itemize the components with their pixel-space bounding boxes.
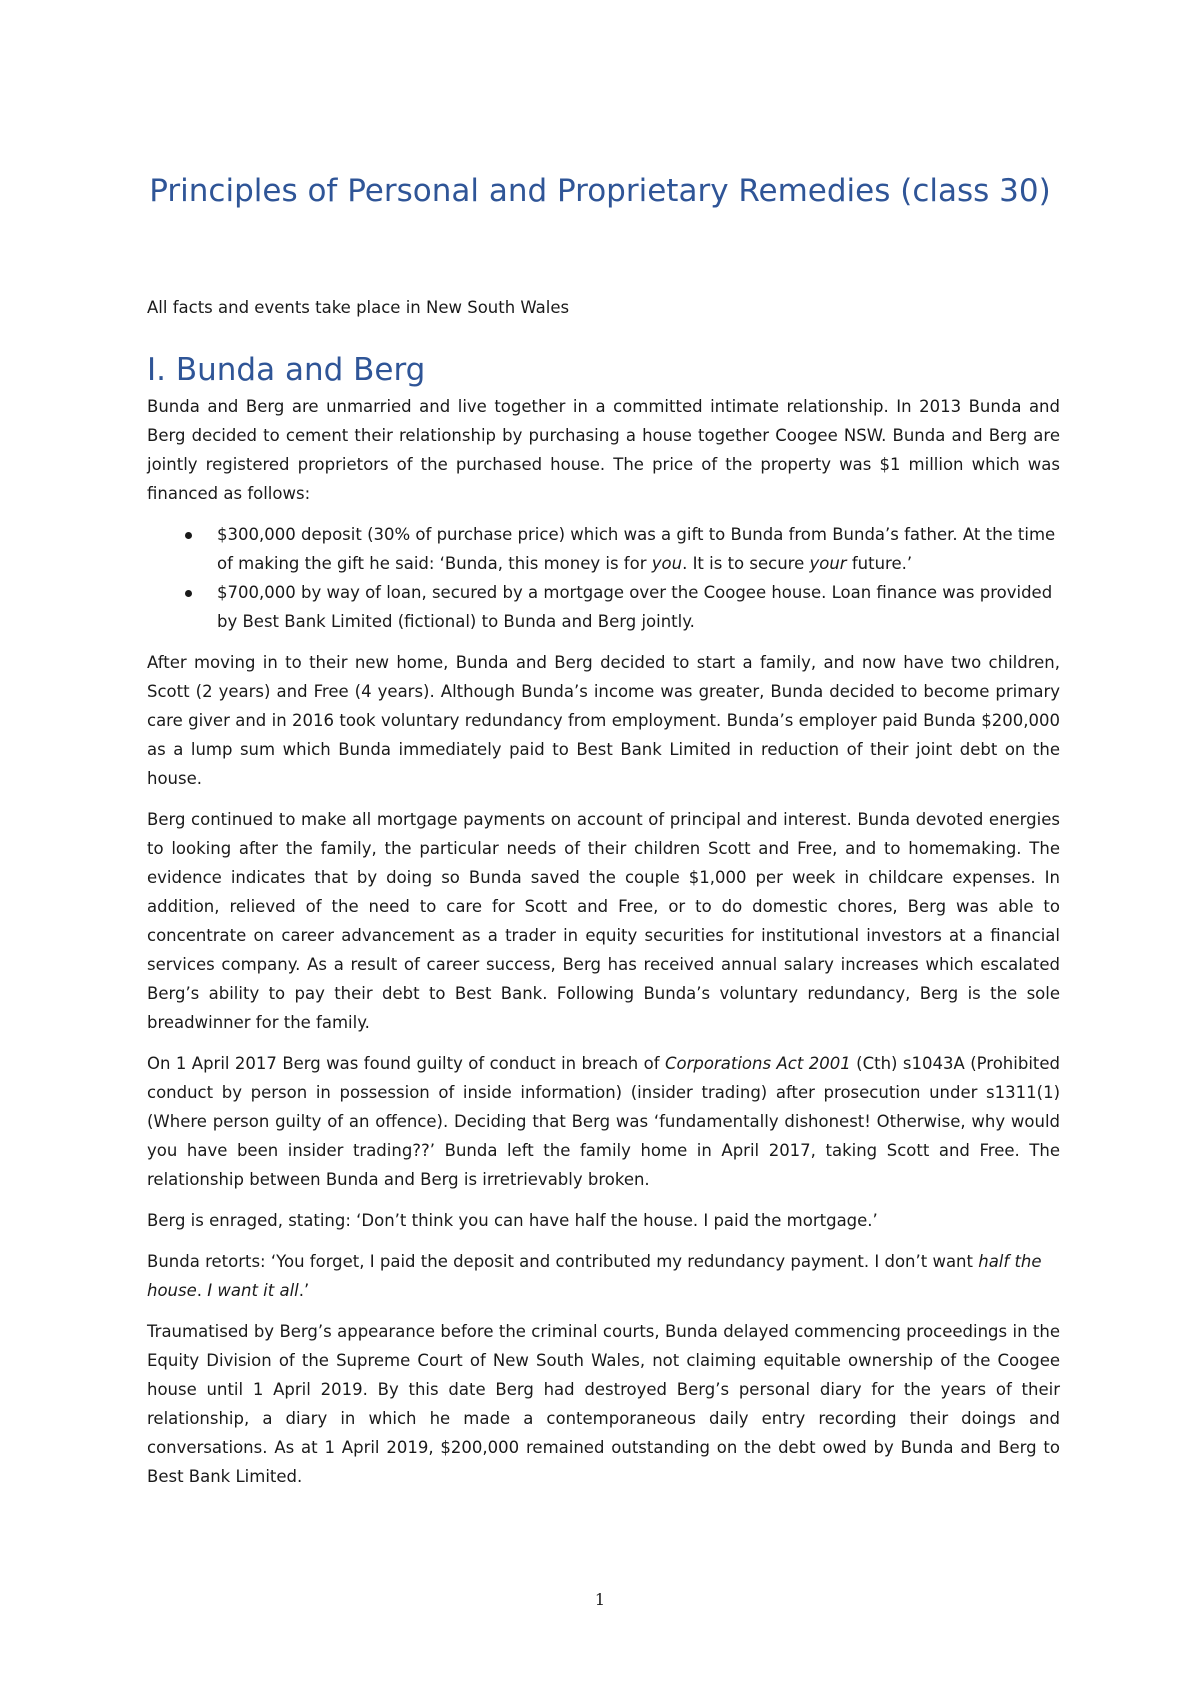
paragraph-7: Traumatised by Berg’s appearance before the criminal courts, Bunda delayed commencing proceedings in the Equity Division of the Supreme Court of New South Wales, not claiming equitable ownership of the Coogee house until 1 April 2019. By this date Berg had destroyed Berg’s personal diary for the years of their relationship, a diary in which he made a contemporaneous daily entry recording their doings and conversations. As at 1 April 2019, $200,000 remained outstanding on the debt owed by Bunda and Berg to Best Bank Limited. (147, 1322, 1060, 1486)
paragraph-1: Bunda and Berg are unmarried and live together in a committed intimate relationship. In 2013 Bunda and Berg decided to cement their relationship by purchasing a house together Coogee NSW. Bunda and Berg are jointly registered proprietors of the purchased house. The price of the property was $1 million which was financed as follows: (147, 397, 1060, 503)
paragraph-3: Berg continued to make all mortgage payments on account of principal and interest. Bunda devoted energies to looking after the family, the particular needs of their children Scott and Free, and to homemaking. The evidence indicates that by doing so Bunda saved the couple $1,000 per week in childcare expenses. In addition, relieved of the need to care for Scott and Free, or to do domestic chores, Berg was able to concentrate on career advancement as a trader in equity securities for institutional investors at a financial services company. As a result of career success, Berg has received annual salary increases which escalated Berg’s ability to pay their debt to Best Bank. Following Bunda’s voluntary redundancy, Berg is the sole breadwinner for the family. (147, 810, 1060, 1032)
bullet-icon (185, 590, 192, 597)
financing-list (147, 520, 1060, 636)
paragraph-5: Berg is enraged, stating: ‘Don’t think you can have half the house. I paid the mortgage.’ (147, 1211, 878, 1230)
page-number: 1 (594, 1590, 606, 1609)
list-item: $300,000 deposit (30% of purchase price) which was a gift to Bunda from Bunda’s father. At the time of making the gift he said: ‘Bunda, this money is for you. It is to secure your future.’ (147, 520, 1060, 578)
document-body (147, 392, 1060, 1503)
intro-line: All facts and events take place in New South Wales (147, 298, 570, 317)
paragraph-6: Bunda retorts: ‘You forget, I paid the deposit and contributed my redundancy payment. I don’t want half the house. I want it all.’ (147, 1252, 1042, 1300)
paragraph-2: After moving in to their new home, Bunda and Berg decided to start a family, and now have two children, Scott (2 years) and Free (4 years). Although Bunda’s income was greater, Bunda decided to become primary care giver and in 2016 took voluntary redundancy from employment. Bunda’s employer paid Bunda $200,000 as a lump sum which Bunda immediately paid to Best Bank Limited in reduction of their joint debt on the house. (147, 653, 1060, 788)
bullet-icon (185, 532, 192, 539)
section-heading: I. Bunda and Berg (147, 352, 426, 388)
list-item: $700,000 by way of loan, secured by a mortgage over the Coogee house. Loan finance was provided by Best Bank Limited (fictional) to Bunda and Berg jointly. (147, 578, 1060, 636)
paragraph-4: On 1 April 2017 Berg was found guilty of conduct in breach of Corporations Act 2001 (Cth) s1043A (Prohibited conduct by person in possession of inside information) (insider trading) after prosecution under s1311(1) (Where person guilty of an offence). Deciding that Berg was ‘fundamentally dishonest! Otherwise, why would you have been insider trading??’ Bunda left the family home in April 2017, taking Scott and Free. The relationship between Bunda and Berg is irretrievably broken. (147, 1054, 1060, 1189)
document-title: Principles of Personal and Proprietary Remedies (class 30) (149, 173, 1051, 209)
